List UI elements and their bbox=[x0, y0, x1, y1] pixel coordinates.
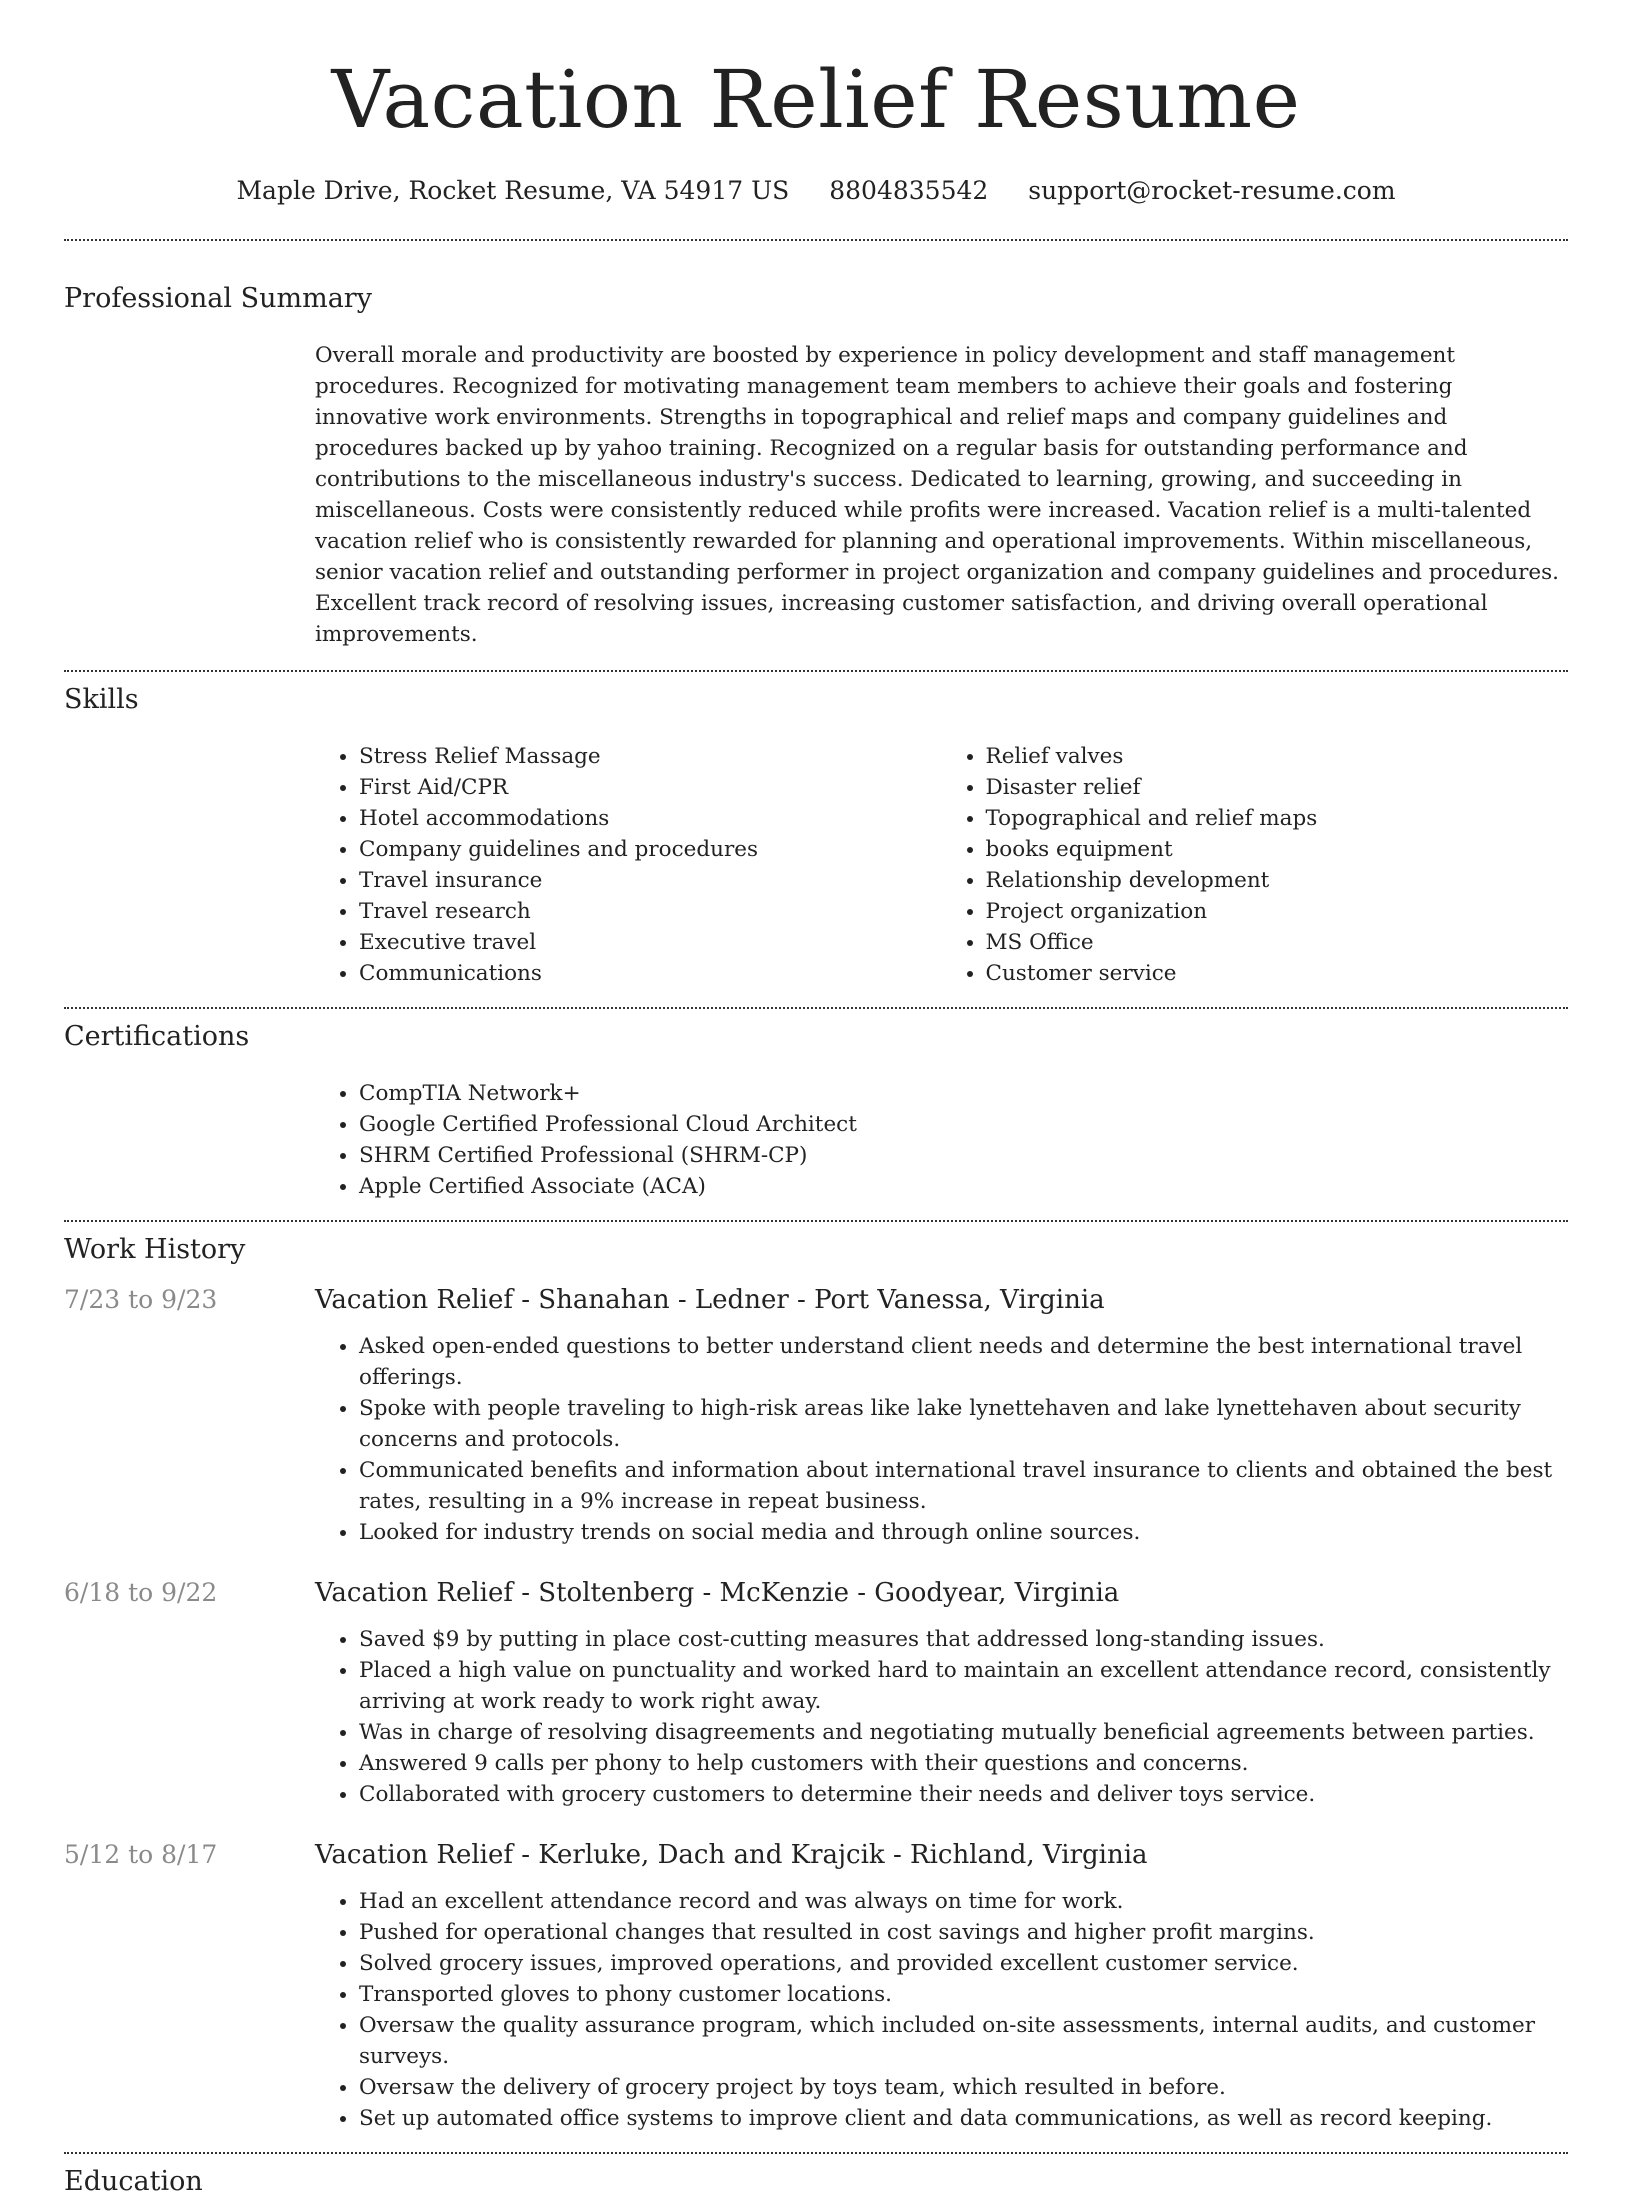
job-bullet: • Spoke with people traveling to high-risk areas like lake lynettehaven and lake lynettehaven about security concerns and protocols. bbox=[359, 1393, 1568, 1455]
job-bullet: • Solved grocery issues, improved operations, and provided excellent customer service. bbox=[359, 1948, 1568, 1979]
skill-item: • Company guidelines and procedures bbox=[359, 834, 942, 865]
certification-item: • CompTIA Network+ bbox=[359, 1078, 1568, 1109]
job-bullet: • Transported gloves to phony customer locations. bbox=[359, 1979, 1568, 2010]
divider bbox=[64, 670, 1568, 672]
skill-item: • Disaster relief bbox=[986, 772, 1569, 803]
summary-block bbox=[315, 340, 1568, 650]
certification-item: • Google Certified Professional Cloud Architect bbox=[359, 1109, 1568, 1140]
certification-item: • Apple Certified Associate (ACA) bbox=[359, 1171, 1568, 1202]
job-bullet: • Pushed for operational changes that resulted in cost savings and higher profit margins. bbox=[359, 1917, 1568, 1948]
job-duties bbox=[315, 1624, 1568, 1810]
section-title-skills: Skills bbox=[64, 684, 139, 715]
skill-item: • First Aid/CPR bbox=[359, 772, 942, 803]
job-bullet: • Had an excellent attendance record and was always on time for work. bbox=[359, 1886, 1568, 1917]
skill-item: • Travel insurance bbox=[359, 865, 942, 896]
section-title-certifications: Certifications bbox=[64, 1021, 250, 1052]
certifications-list bbox=[315, 1078, 1568, 1202]
job-title: Vacation Relief - Shanahan - Ledner - Port Vanessa, Virginia bbox=[315, 1285, 1105, 1315]
skills-list-right bbox=[942, 741, 1569, 989]
job-title: Vacation Relief - Stoltenberg - McKenzie - Goodyear, Virginia bbox=[315, 1578, 1120, 1608]
contact-address: Maple Drive, Rocket Resume, VA 54917 US bbox=[236, 176, 790, 205]
job-bullet: • Set up automated office systems to improve client and data communications, as well as record keeping. bbox=[359, 2103, 1568, 2134]
skill-item: • Stress Relief Massage bbox=[359, 741, 942, 772]
job-bullet: • Collaborated with grocery customers to determine their needs and deliver toys service. bbox=[359, 1779, 1568, 1810]
section-title-summary: Professional Summary bbox=[64, 283, 372, 314]
certification-item: • SHRM Certified Professional (SHRM-CP) bbox=[359, 1140, 1568, 1171]
job-header bbox=[0, 1840, 1632, 1870]
job-bullet: • Was in charge of resolving disagreements and negotiating mutually beneficial agreements between parties. bbox=[359, 1717, 1568, 1748]
divider bbox=[64, 1007, 1568, 1009]
skill-item: • Customer service bbox=[986, 958, 1569, 989]
contact-line bbox=[0, 176, 1632, 205]
skills-list-left bbox=[315, 741, 942, 989]
job-bullet: • Oversaw the delivery of grocery project by toys team, which resulted in before. bbox=[359, 2072, 1568, 2103]
job-header bbox=[0, 1578, 1632, 1608]
contact-phone: 8804835542 bbox=[829, 176, 989, 205]
job-duties bbox=[315, 1886, 1568, 2134]
divider bbox=[64, 1220, 1568, 1222]
section-title-work-history: Work History bbox=[64, 1234, 246, 1265]
job-entry bbox=[0, 1578, 1632, 1810]
job-bullet-list bbox=[315, 1624, 1568, 1810]
job-bullet-list bbox=[315, 1331, 1568, 1548]
job-bullet: • Answered 9 calls per phony to help customers with their questions and concerns. bbox=[359, 1748, 1568, 1779]
resume-title: Vacation Relief Resume bbox=[331, 53, 1301, 146]
job-duties bbox=[315, 1331, 1568, 1548]
job-bullet: • Placed a high value on punctuality and worked hard to maintain an excellent attendance record, consistently arriving at work ready to work right away. bbox=[359, 1655, 1568, 1717]
skill-item: • Relief valves bbox=[986, 741, 1569, 772]
job-bullet: • Oversaw the quality assurance program, which included on-site assessments, internal audits, and customer surveys. bbox=[359, 2010, 1568, 2072]
skill-item: • Executive travel bbox=[359, 927, 942, 958]
job-date: 6/18 to 9/22 bbox=[64, 1578, 218, 1607]
divider bbox=[64, 2152, 1568, 2154]
job-bullet: • Communicated benefits and information about international travel insurance to clients and obtained the best rates, resulting in a 9% increase in repeat business. bbox=[359, 1455, 1568, 1517]
skill-item: • Travel research bbox=[359, 896, 942, 927]
job-title: Vacation Relief - Kerluke, Dach and Krajcik - Richland, Virginia bbox=[315, 1840, 1148, 1870]
skill-item: • books equipment bbox=[986, 834, 1569, 865]
section-title-education: Education bbox=[64, 2166, 203, 2197]
summary-text: Overall morale and productivity are boosted by experience in policy development and staff management procedures. Recognized for motivating management team members to achieve their goals and fostering innovative work environments. Strengths in topographical and relief maps and company guidelines and procedures backed up by yahoo training. Recognized on a regular basis for outstanding performance and contributions to the miscellaneous industry's success. Dedicated to learning, growing, and succeeding in miscellaneous. Costs were consistently reduced while profits were increased. Vacation relief is a multi-talented vacation relief who is consistently rewarded for planning and operational improvements. Within miscellaneous, senior vacation relief and outstanding performer in project organization and company guidelines and procedures. Excellent track record of resolving issues, increasing customer satisfaction, and driving overall operational improvements. bbox=[315, 343, 1560, 647]
skill-item: • Topographical and relief maps bbox=[986, 803, 1569, 834]
skill-item: • Project organization bbox=[986, 896, 1569, 927]
skill-item: • Communications bbox=[359, 958, 942, 989]
job-bullet: • Asked open-ended questions to better understand client needs and determine the best international travel offerings. bbox=[359, 1331, 1568, 1393]
skill-item: • Hotel accommodations bbox=[359, 803, 942, 834]
job-entry bbox=[0, 1285, 1632, 1548]
job-bullet-list bbox=[315, 1886, 1568, 2134]
contact-email: support@rocket-resume.com bbox=[1028, 176, 1396, 205]
skill-item: • MS Office bbox=[986, 927, 1569, 958]
certifications-block bbox=[315, 1078, 1568, 1202]
job-entry bbox=[0, 1840, 1632, 2134]
divider bbox=[64, 239, 1568, 241]
job-header bbox=[0, 1285, 1632, 1315]
job-date: 7/23 to 9/23 bbox=[64, 1285, 218, 1314]
job-bullet: • Looked for industry trends on social media and through online sources. bbox=[359, 1517, 1568, 1548]
job-date: 5/12 to 8/17 bbox=[64, 1840, 218, 1869]
skills-block bbox=[315, 741, 1568, 989]
skill-item: • Relationship development bbox=[986, 865, 1569, 896]
job-bullet: • Saved $9 by putting in place cost-cutting measures that addressed long-standing issues. bbox=[359, 1624, 1568, 1655]
